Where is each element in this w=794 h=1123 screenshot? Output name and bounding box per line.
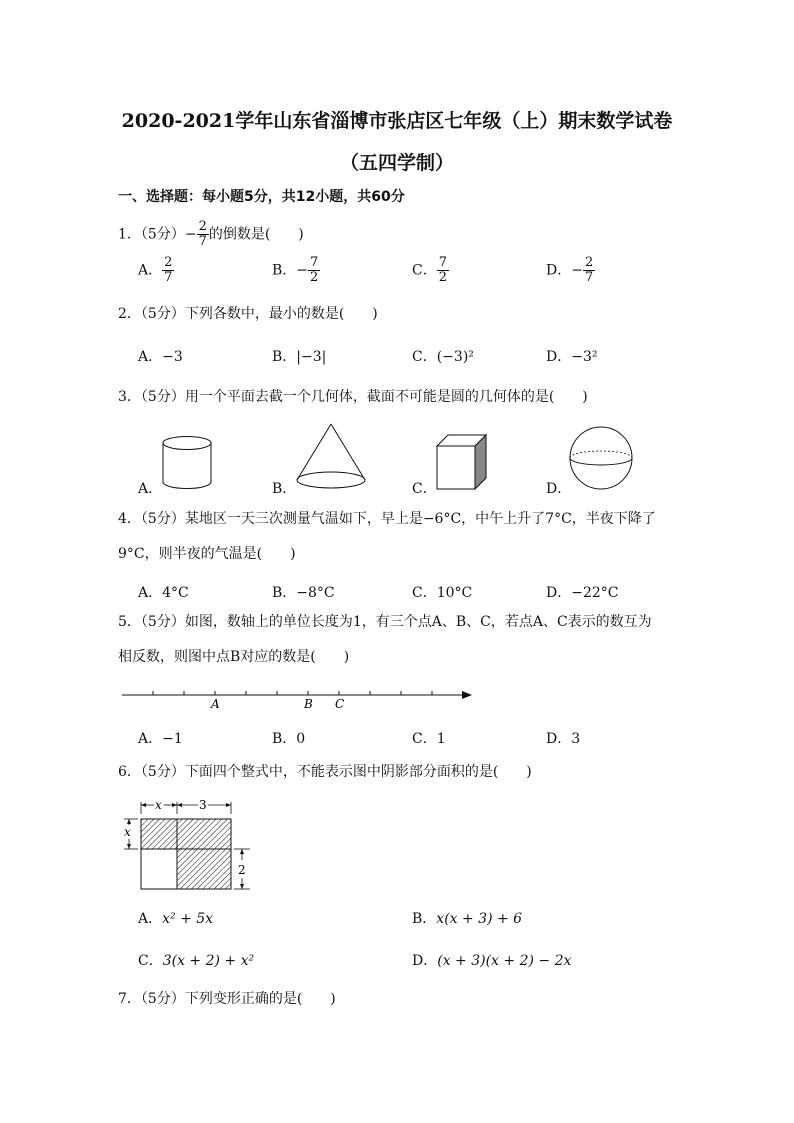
q5-option-c[interactable]	[412, 728, 446, 748]
option-label: D．	[546, 731, 572, 747]
q3-option-b[interactable]: B．	[272, 481, 297, 497]
option-text: −3	[162, 349, 183, 365]
option-label: D．	[546, 349, 572, 365]
question-6: 6．（5分）下面四个整式中，不能表示图中阴影部分面积的是( )	[118, 764, 532, 780]
option-text: (x + 3)(x + 2) − 2x	[437, 953, 572, 969]
option-sign: −	[571, 262, 583, 279]
frac-den: 7	[584, 270, 594, 285]
section-heading: 一、选择题：每小题5分，共12小题，共60分	[118, 189, 405, 205]
option-text: 4°C	[162, 585, 189, 601]
q6-option-b[interactable]	[412, 908, 522, 928]
q4-option-c[interactable]	[412, 582, 472, 602]
option-text: x(x + 3) + 6	[436, 911, 523, 927]
cube-figure	[434, 432, 492, 492]
q1-frac-num: 2	[198, 219, 207, 234]
q1-fraction	[197, 220, 209, 249]
frac-num: 2	[584, 255, 594, 270]
frac-num: 7	[438, 255, 447, 270]
option-label: D．	[546, 585, 572, 601]
option-label: D．	[546, 262, 572, 279]
q1-option-b[interactable]	[272, 256, 320, 285]
cone-figure	[294, 422, 368, 492]
dim-x-top: x	[155, 798, 162, 812]
q2-option-d[interactable]	[546, 346, 597, 366]
q6-option-c[interactable]	[138, 950, 254, 970]
frac-den: 7	[164, 270, 173, 285]
option-text: 1	[436, 731, 446, 747]
q1-option-d[interactable]	[546, 256, 595, 285]
q5-option-a[interactable]	[138, 728, 183, 748]
q2-option-a[interactable]	[138, 346, 183, 366]
option-label: C．	[412, 585, 437, 601]
option-label: A．	[138, 349, 163, 365]
q1-sign: −	[184, 226, 197, 243]
q2-option-b[interactable]	[272, 346, 326, 366]
q3-option-d[interactable]: D．	[546, 481, 572, 497]
option-label: A．	[138, 262, 163, 279]
question-2: 2．（5分）下列各数中，最小的数是( )	[118, 306, 378, 322]
cylinder-figure	[160, 434, 216, 492]
frac-num: 2	[164, 255, 173, 270]
sphere-figure	[568, 424, 634, 492]
option-label: C．	[138, 953, 163, 969]
question-4-line-2: 9°C，则半夜的气温是( )	[118, 546, 296, 562]
option-label: C．	[412, 262, 437, 279]
q1-suffix: 的倒数是( )	[208, 226, 304, 243]
q5-option-b[interactable]	[272, 728, 305, 748]
q1-option-a[interactable]	[138, 256, 174, 285]
q3-option-c[interactable]: C．	[412, 481, 437, 497]
question-4-line-1: 4．（5分）某地区一天三次测量气温如下，早上是−6°C，中午上升了7°C，半夜下降了	[118, 511, 656, 527]
option-text: −1	[162, 731, 183, 747]
q4-option-b[interactable]	[272, 582, 335, 602]
option-text: |−3|	[296, 349, 327, 365]
option-label: B．	[412, 911, 437, 927]
question-5-line-1: 5．（5分）如图，数轴上的单位长度为1，有三个点A、B、C，若点A、C表示的数互为	[118, 614, 652, 630]
option-text: 10°C	[436, 585, 473, 601]
option-label: A．	[138, 731, 163, 747]
option-label: D．	[412, 953, 438, 969]
question-1	[118, 220, 304, 249]
option-label: B．	[272, 349, 297, 365]
q1-prefix: 1．（5分）	[118, 226, 185, 243]
dim-three: 3	[199, 798, 207, 812]
option-text: (−3)²	[436, 349, 474, 365]
option-text: 0	[296, 731, 306, 747]
shaded-bottom-right	[177, 849, 231, 889]
shaded-top-left	[141, 819, 177, 849]
option-label: C．	[412, 731, 437, 747]
option-label: B．	[272, 731, 297, 747]
option-text: −3²	[571, 349, 598, 365]
option-text: x² + 5x	[162, 911, 214, 927]
option-label: C．	[412, 349, 437, 365]
frac-den: 2	[310, 270, 319, 285]
q1-option-c[interactable]	[412, 256, 449, 285]
option-text: −8°C	[296, 585, 335, 601]
q1-frac-den: 7	[198, 234, 207, 249]
question-3: 3．（5分）用一个平面去截一个几何体，截面不可能是圆的几何体的是( )	[118, 389, 588, 405]
q6-option-d[interactable]	[412, 950, 571, 970]
q2-option-c[interactable]	[412, 346, 474, 366]
number-line-ticks	[153, 691, 432, 695]
question-7: 7．（5分）下列变形正确的是( )	[118, 991, 336, 1007]
option-text: 3(x + 2) + x²	[162, 953, 255, 969]
axis-label-b: B	[304, 697, 313, 711]
arrow-right-icon	[462, 691, 472, 699]
dim-x-left: x	[124, 825, 131, 839]
q4-option-d[interactable]	[546, 582, 619, 602]
axis-label-a: A	[211, 697, 220, 711]
page-subtitle: （五四学制）	[339, 152, 454, 174]
option-text: 3	[571, 731, 581, 747]
q6-option-a[interactable]	[138, 908, 213, 928]
option-label: A．	[138, 911, 163, 927]
axis-label-c: C	[335, 697, 345, 711]
area-figure	[118, 798, 258, 894]
option-text: −22°C	[571, 585, 619, 601]
option-label: B．	[272, 585, 297, 601]
option-sign: −	[296, 262, 309, 279]
frac-den: 2	[438, 270, 447, 285]
q3-option-a[interactable]: A．	[138, 481, 163, 497]
question-5-line-2: 相反数，则图中点B对应的数是( )	[118, 649, 350, 665]
option-label: B．	[272, 262, 297, 279]
page-title: 2020-2021学年山东省淄博市张店区七年级（上）期末数学试卷	[121, 110, 673, 132]
blank-bottom-left	[141, 849, 177, 889]
frac-num: 7	[310, 255, 319, 270]
dim-two: 2	[238, 863, 246, 877]
q5-option-d[interactable]	[546, 728, 580, 748]
number-line-figure	[118, 684, 478, 714]
option-label: A．	[138, 585, 163, 601]
shaded-top-right	[177, 819, 231, 849]
q4-option-a[interactable]	[138, 582, 189, 602]
